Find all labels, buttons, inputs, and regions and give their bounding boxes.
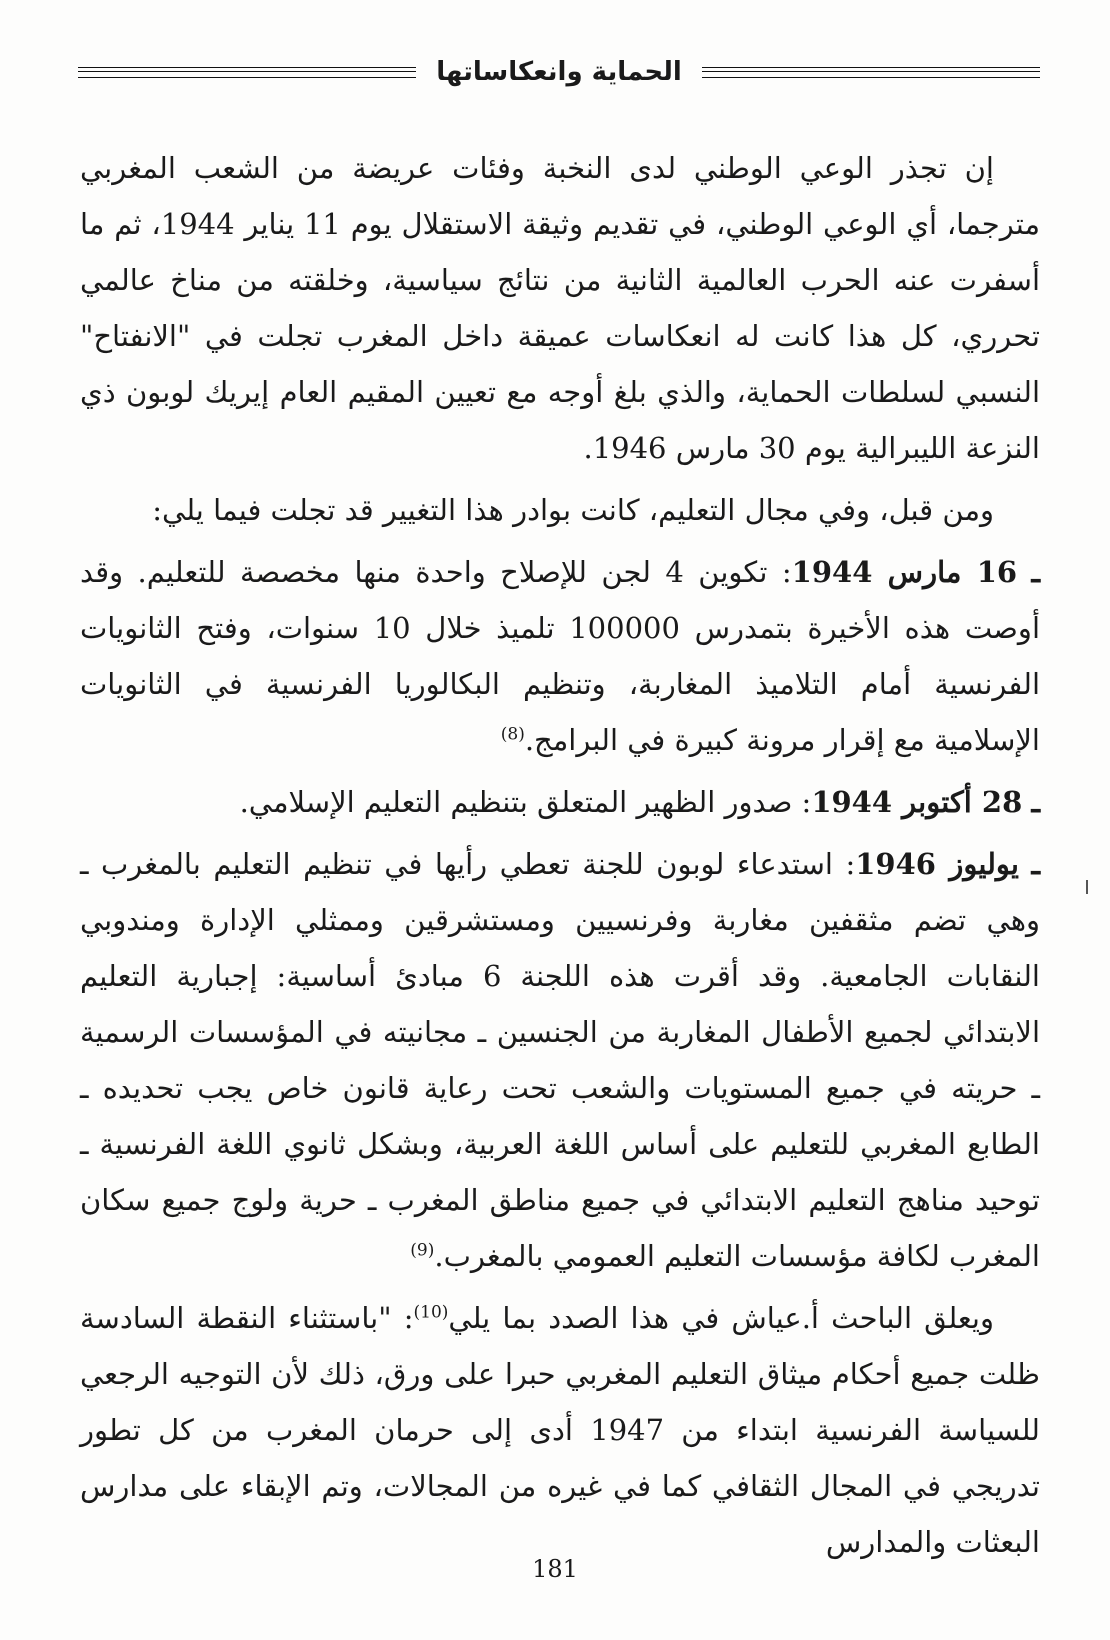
paragraph-intro: إن تجذر الوعي الوطني لدى النخبة وفئات عريضة من الشعب المغربي مترجما، أي الوعي الوطني، في تقديم وثيقة الاستقلال يوم 11 يناير 1944، ثم ما أسفرت عنه الحرب العالمية الثانية من نتائج سياسية، وخلقته من مناخ عالمي تحرري، كل هذا كانت له انعكاسات عميقة داخل المغرب تجلت في "الانفتاح" النسبي لسلطات الحماية، والذي بلغ أوجه مع تعيين المقيم العام إيريك لوبون ذي النزعة الليبرالية يوم 30 مارس 1946. [80,151,1041,465]
list-item [80,774,1040,830]
footnote-marker: (9) [410,1240,435,1261]
list-dash: ـ [1031,847,1040,881]
item-date: 28 أكتوبر 1944 [811,785,1023,819]
list-dash: ـ [1031,555,1041,589]
footnote-marker: (10) [413,1302,449,1323]
item-date: 16 مارس 1944 [791,555,1018,589]
quote-lead: ويعلق الباحث أ.عياش في هذا الصدد بما يلي [448,1301,994,1335]
running-header [78,52,1040,92]
body-text [80,140,1040,1576]
paragraph-quote [80,1290,1040,1570]
footnote-marker: (8) [500,724,525,745]
item-text: : صدور الظهير المتعلق بتنظيم التعليم الإسلامي. [239,785,812,819]
scan-mark [1086,880,1088,894]
list-item [80,544,1040,768]
list-item [80,836,1040,1284]
list-dash: ـ [1031,785,1040,819]
header-rule-right [702,67,1040,78]
item-text: : استدعاء لوبون للجنة تعطي رأيها في تنظيم التعليم بالمغرب ـ وهي تضم مثقفين مغاربة وفرنسيين ومستشرقين وممثلي الإدارة ومندوبي النقابات الجامعية. وقد أقرت هذه اللجنة 6 مبادئ أساسية: إجبارية التعليم الابتدائي لجميع الأطفال المغاربة من الجنسين ـ مجانيته في المؤسسات الرسمية ـ حريته في جميع المستويات والشعب تحت رعاية قانون خاص يجب تحديده ـ الطابع المغربي للتعليم على أساس اللغة العربية، وبشكل ثانوي اللغة الفرنسية ـ توحيد مناهج التعليم الابتدائي في جميع مناطق المغرب ـ حرية ولوج جميع سكان المغرب لكافة مؤسسات التعليم العمومي بالمغرب. [80,847,1040,1273]
header-rule-left [78,67,416,78]
paragraph-lead-in: ومن قبل، وفي مجال التعليم، كانت بوادر هذا التغيير قد تجلت فيما يلي: [152,493,994,527]
running-header-title: الحماية وانعكاساتها [436,57,682,87]
page-number: 181 [532,1555,578,1583]
quote-text: : "باستثناء النقطة السادسة ظلت جميع أحكام ميثاق التعليم المغربي حبرا على ورق، ذلك لأن التوجيه الرجعي للسياسة الفرنسية ابتداء من 1947 أدى إلى حرمان المغرب من كل تطور تدريجي في المجال الثقافي كما في غيره من المجالات، وتم الإبقاء على مدارس البعثات والمدارس [80,1301,1041,1559]
item-text: : تكوين 4 لجن للإصلاح واحدة منها مخصصة للتعليم. وقد أوصت هذه الأخيرة بتمدرس 100000 تلميذ خلال 10 سنوات، وفتح الثانويات الفرنسية أمام التلاميذ المغاربة، وتنظيم البكالوريا الفرنسية في الثانويات الإسلامية مع إقرار مرونة كبيرة في البرامج. [80,555,1040,757]
item-date: يوليوز 1946 [855,847,1019,881]
